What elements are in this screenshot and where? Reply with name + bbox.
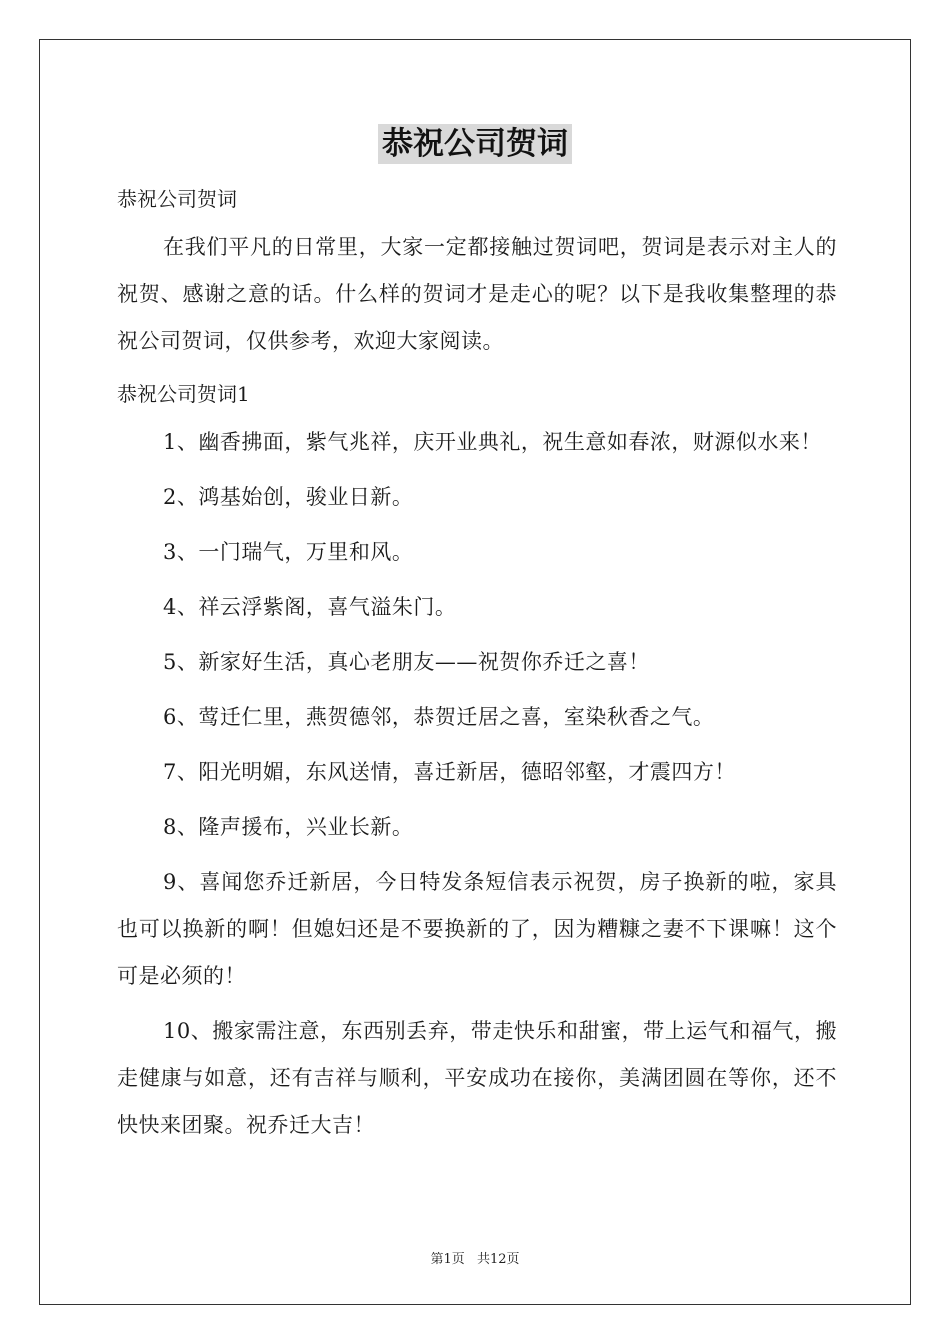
page-footer — [0, 1248, 950, 1267]
document-body — [117, 176, 837, 1157]
document-title: 恭祝公司贺词 — [378, 124, 572, 164]
list-item: 7、阳光明媚，东风送情，喜迁新居，德昭邻壑，才震四方！ — [163, 760, 736, 784]
page-number-total: 共12页 — [476, 1252, 520, 1267]
list-item: 5、新家好生活，真心老朋友——祝贺你乔迁之喜！ — [163, 650, 650, 674]
list-item: 6、莺迁仁里，燕贺德邻，恭贺迁居之喜，室染秋香之气。 — [163, 705, 715, 729]
section-heading: 恭祝公司贺词1 — [117, 382, 250, 406]
page-number-current: 第1页 — [430, 1252, 465, 1267]
list-item: 1、幽香拂面，紫气兆祥，庆开业典礼，祝生意如春浓，财源似水来！ — [163, 430, 822, 454]
list-item: 8、隆声援布，兴业长新。 — [163, 815, 414, 839]
title-area — [0, 124, 950, 164]
document-subtitle: 恭祝公司贺词 — [117, 187, 237, 211]
list-item: 4、祥云浮紫阁，喜气溢朱门。 — [163, 595, 457, 619]
list-item: 3、一门瑞气，万里和风。 — [163, 540, 414, 564]
list-item: 9、喜闻您乔迁新居，今日特发条短信表示祝贺，房子换新的啦，家具也可以换新的啊！但媳妇还是不要换新的了，因为糟糠之妻不下课嘛！这个可是必须的！ — [117, 870, 837, 988]
list-item: 10、搬家需注意，东西别丢弃，带走快乐和甜蜜，带上运气和福气，搬走健康与如意，还有吉祥与顺利，平安成功在接你，美满团圆在等你，还不快快来团聚。祝乔迁大吉！ — [117, 1019, 837, 1137]
list-item: 2、鸿基始创，骏业日新。 — [163, 485, 414, 509]
intro-paragraph: 在我们平凡的日常里，大家一定都接触过贺词吧，贺词是表示对主人的祝贺、感谢之意的话。什么样的贺词才是走心的呢？以下是我收集整理的恭祝公司贺词，仅供参考，欢迎大家阅读。 — [117, 235, 837, 353]
